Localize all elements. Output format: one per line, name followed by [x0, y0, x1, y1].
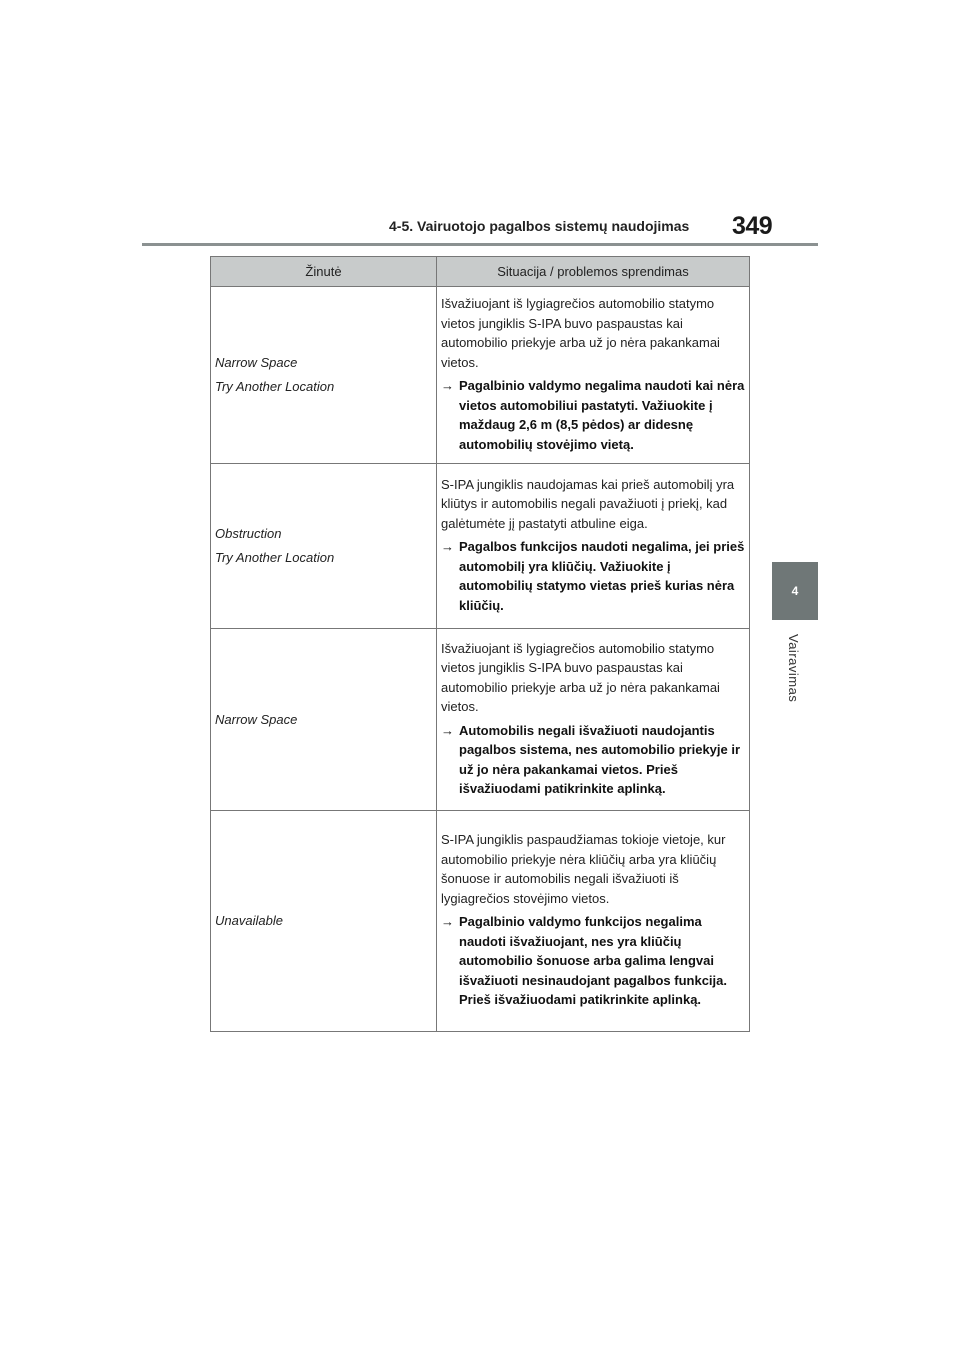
- message-line: Narrow Space: [215, 711, 298, 727]
- remedy-text: Pagalbos funkcijos naudoti negalima, jei prieš automobilį yra kliūčių. Važiuokite į automobilių statymo vietas prieš kurias nėra kliūčių.: [459, 539, 745, 613]
- message-cell: [211, 287, 437, 464]
- message-line: Try Another Location: [215, 379, 335, 394]
- remedy-text: Pagalbinio valdymo funkcijos negalima naudoti išvažiuojant, nes yra kliūčių automobilio šonuose arba galima lengvai išvažiuoti nesinaudojant pagalbos funkcija. Prieš išvažiuodami patikrinkite aplinką.: [459, 914, 727, 1008]
- arrow-icon: →: [441, 914, 454, 930]
- chapter-number: 4: [791, 584, 799, 598]
- remedy: [441, 912, 745, 1010]
- table-row: [211, 287, 750, 464]
- arrow-icon: →: [441, 539, 454, 555]
- remedy: [441, 376, 745, 454]
- table-row: [211, 629, 750, 811]
- situation-cell: [437, 629, 750, 811]
- section-title: 4-5. Vairuotojo pagalbos sistemų naudojimas: [389, 218, 690, 234]
- message-line: Obstruction: [215, 526, 282, 541]
- page-number: 349: [732, 212, 773, 240]
- header-rule: [142, 243, 818, 246]
- situation-description: Išvažiuojant iš lygiagrečios automobilio statymo vietos jungiklis S-IPA buvo paspaustas kai automobilio priekyje arba už jo nėra pakankamai vietos.: [441, 296, 720, 370]
- situation-cell: [437, 464, 750, 629]
- remedy-text: Automobilis negali išvažiuoti naudojantis pagalbos sistema, nes automobilio priekyje ir už jo nėra pakankamai vietos. Prieš išvažiuodami patikrinkite aplinką.: [459, 722, 741, 796]
- situation-description: S-IPA jungiklis paspaudžiamas tokioje vietoje, kur automobilio priekyje nėra kliūčių arba yra kliūčių šonuose ir automobilis negali išvažiuoti iš lygiagrečios stovėjimo vietos.: [441, 832, 726, 906]
- column-header-message: Žinutė: [211, 257, 437, 287]
- message-cell: [211, 629, 437, 811]
- table-header-row: [211, 257, 750, 287]
- message-cell: [211, 464, 437, 629]
- remedy: [441, 537, 745, 615]
- situation-cell: [437, 811, 750, 1032]
- message-line: Unavailable: [215, 913, 283, 928]
- remedy-text: Pagalbinio valdymo negalima naudoti kai nėra vietos automobiliui pastatyti. Važiuokite į maždaug 2,6 m (8,5 pėdos) ar didesnę automobilių stovėjimo vietą.: [459, 378, 745, 452]
- situation-cell: [437, 287, 750, 464]
- arrow-icon: →: [441, 378, 454, 393]
- column-header-situation: Situacija / problemos sprendimas: [437, 257, 750, 287]
- message-table: [210, 256, 750, 1032]
- table-row: [211, 464, 750, 629]
- message-line: Narrow Space: [215, 355, 298, 370]
- message-cell: [211, 811, 437, 1032]
- arrow-icon: →: [441, 722, 454, 738]
- table-row: [211, 811, 750, 1032]
- chapter-label: Vairavimas: [786, 634, 801, 703]
- situation-description: S-IPA jungiklis naudojamas kai prieš automobilį yra kliūtys ir automobilis negali pavažiuoti į priekį, kad galėtumėte jį pastatyti atbuline eiga.: [441, 476, 735, 531]
- chapter-tab: [772, 562, 818, 620]
- situation-description: Išvažiuojant iš lygiagrečios automobilio statymo vietos jungiklis S-IPA buvo paspaustas kai automobilio priekyje arba už jo nėra pakankamai vietos.: [441, 640, 720, 714]
- message-line: Try Another Location: [215, 550, 335, 565]
- remedy: [441, 721, 745, 799]
